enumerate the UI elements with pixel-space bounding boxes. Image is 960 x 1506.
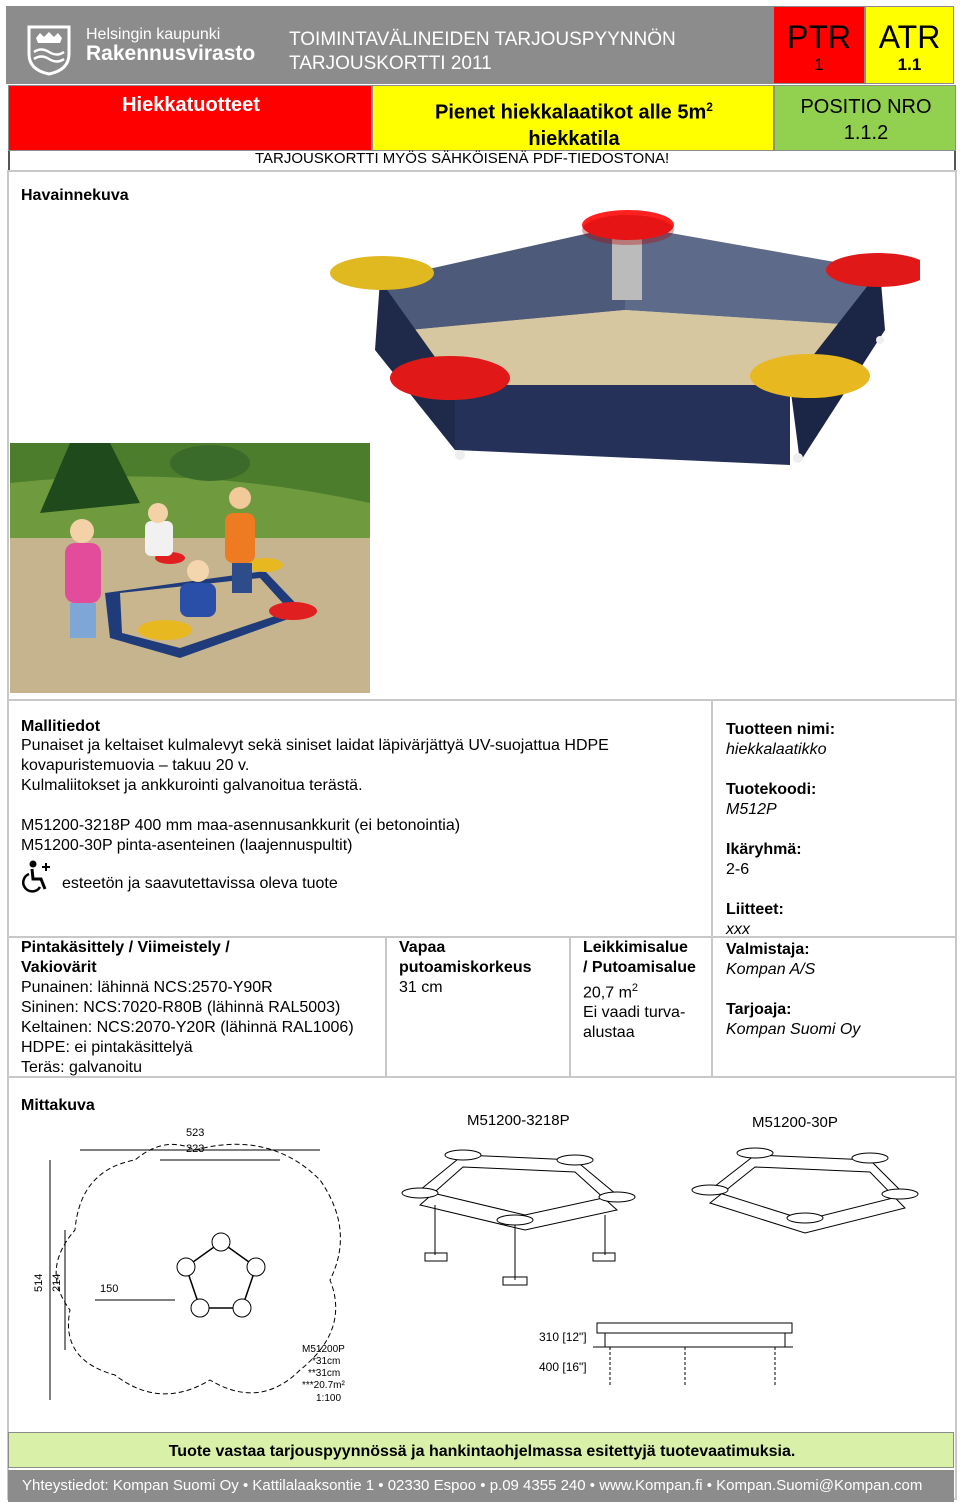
- contact-info: Yhteystiedot: Kompan Suomi Oy • Kattilalaaksontie 1 • 02330 Espoo • p.09 4355 240 • www.Kompan.fi • Kompan.Suomi@Kompan.com: [22, 1477, 923, 1494]
- contact-band: [8, 1470, 954, 1502]
- dim-150: 150: [100, 1283, 119, 1295]
- drawing-spec: ***20.7m²: [302, 1380, 345, 1391]
- info-divider-right: [711, 699, 713, 1077]
- dim-214: 214: [51, 1273, 63, 1292]
- side-dim-310: 310 [12"]: [539, 1330, 587, 1344]
- dim-223: 223: [186, 1143, 205, 1155]
- finish-info: [21, 938, 381, 1078]
- drawing-model: M51200P: [302, 1344, 345, 1355]
- title-line-1: TOIMINTAVÄLINEIDEN TARJOUSPYYNNÖN: [289, 29, 676, 50]
- model-info-line: Punaiset ja keltaiset kulmalevyt sekä siniset laidat läpivärjättyä UV-suojattua HDPE: [21, 737, 609, 754]
- drawing-scale: 1:100: [316, 1393, 342, 1404]
- requirements-statement-band: [8, 1432, 954, 1468]
- age-group-label: Ikäryhmä:: [726, 841, 802, 858]
- position-number: POSITIO NRO 1.1.2: [800, 96, 932, 144]
- fall-height-value: 31 cm: [399, 979, 443, 996]
- model-a-title: M51200-3218P: [467, 1112, 570, 1129]
- model-info-heading: Mallitiedot: [21, 718, 101, 735]
- play-area-note: alustaa: [583, 1024, 635, 1042]
- info-top-border: [8, 699, 956, 701]
- play-area-note: Ei vaadi turva-: [583, 1004, 686, 1022]
- drawing-spec: **31cm: [308, 1368, 341, 1379]
- fall-height-heading: Vapaa: [399, 939, 446, 956]
- category-name: Hiekkatuotteet: [122, 94, 260, 116]
- atr-value: 1.1: [897, 55, 922, 74]
- drawing-spec: *31cm: [312, 1356, 341, 1367]
- manufacturer-value: Kompan A/S: [726, 961, 816, 978]
- fall-height-info: [399, 938, 564, 998]
- model-info: [21, 718, 701, 856]
- description-cell: [372, 85, 774, 151]
- age-group-value: 2-6: [726, 861, 750, 878]
- dim-523: 523: [186, 1127, 205, 1139]
- atr-label: ATR: [878, 19, 941, 55]
- finish-heading: Vakiovärit: [21, 959, 97, 976]
- accessibility-text: esteetön ja saavutettavissa oleva tuote: [62, 875, 338, 892]
- model-info-line: M51200-30P pinta-asenteinen (laajennuspultit): [21, 837, 353, 854]
- model-info-line: Kulmaliitokset ja ankkurointi galvanoitua terästä.: [21, 777, 363, 794]
- dim-514: 514: [33, 1273, 45, 1292]
- bidder-value: Kompan Suomi Oy: [726, 1021, 861, 1038]
- attachments-label: Liitteet:: [726, 901, 784, 918]
- product-name-label: Tuotteen nimi:: [726, 721, 836, 738]
- org-line-1: Helsingin kaupunki: [86, 26, 221, 43]
- finish-divider-2: [569, 936, 571, 1077]
- product-name-value: hiekkalaatikko: [726, 741, 827, 758]
- manufacturer-label: Valmistaja:: [726, 941, 810, 958]
- header-bar: [6, 6, 773, 84]
- finish-heading: Pintakäsittely / Viimeistely /: [21, 939, 230, 956]
- finish-line: Punainen: lähinnä NCS:2570-Y90R: [21, 979, 273, 996]
- play-area-value: 20,7 $m^2$: [583, 982, 639, 1002]
- side-dim-400: 400 [16"]: [539, 1360, 587, 1374]
- attachments-value: xxx: [726, 921, 750, 938]
- finish-line: Teräs: galvanoitu: [21, 1059, 142, 1076]
- model-info-line: kovapuristemuovia – takuu 20 v.: [21, 757, 250, 774]
- ptr-cell: [773, 6, 865, 84]
- play-area-info: [583, 938, 708, 1043]
- category-description: Pienet hiekkalaatikot alle $5m^2$ hiekkatila: [435, 100, 713, 150]
- position-cell: [774, 85, 956, 151]
- surface-model-drawing: [690, 1105, 930, 1265]
- fall-height-heading: putoamiskorkeus: [399, 959, 532, 976]
- children-sandbox-photo: [10, 443, 370, 693]
- ptr-label: PTR: [787, 19, 851, 55]
- anchored-model-drawing: [395, 1105, 645, 1305]
- sandbox-render-image: [320, 200, 920, 480]
- model-b-title: M51200-30P: [752, 1114, 838, 1131]
- title-line-2: TARJOUSKORTTI 2011: [289, 53, 492, 74]
- dimension-drawing-heading: Mittakuva: [21, 1097, 95, 1114]
- finish-line: Sininen: NCS:7020-R80B (lähinnä RAL5003): [21, 999, 341, 1016]
- org-line-2: Rakennusvirasto: [86, 42, 256, 65]
- top-view-dimension-drawing: [20, 1120, 380, 1410]
- finish-line: HDPE: ei pintakäsittelyä: [21, 1039, 193, 1056]
- product-code-label: Tuotekoodi:: [726, 781, 817, 798]
- play-area-heading: Leikkimisalue: [583, 939, 688, 956]
- play-area-heading: / Putoamisalue: [583, 959, 696, 976]
- category-cell: [8, 85, 372, 151]
- atr-cell: [865, 6, 954, 84]
- finish-divider-1: [385, 936, 387, 1077]
- wheelchair-accessibility-icon: [20, 860, 56, 894]
- product-code-value: M512P: [726, 801, 777, 818]
- model-info-line: M51200-3218P 400 mm maa-asennusankkurit (ei betonointia): [21, 817, 461, 834]
- finish-line: Keltainen: NCS:2070-Y20R (lähinnä RAL1006): [21, 1019, 354, 1036]
- product-info: [726, 720, 951, 1040]
- ptr-value: 1: [814, 55, 824, 74]
- helsinki-crest-icon: [26, 24, 72, 76]
- side-view-drawing: [535, 1315, 805, 1395]
- bidder-label: Tarjoaja:: [726, 1001, 792, 1018]
- pdf-notice: TARJOUSKORTTI MYÖS SÄHKÖISENÄ PDF-TIEDOSTONA!: [255, 150, 670, 167]
- document-title: [289, 28, 769, 76]
- illustration-heading: Havainnekuva: [21, 187, 129, 204]
- requirements-statement: Tuote vastaa tarjouspyynnössä ja hankintaohjelmassa esitettyjä tuotevaatimuksia.: [168, 1443, 796, 1460]
